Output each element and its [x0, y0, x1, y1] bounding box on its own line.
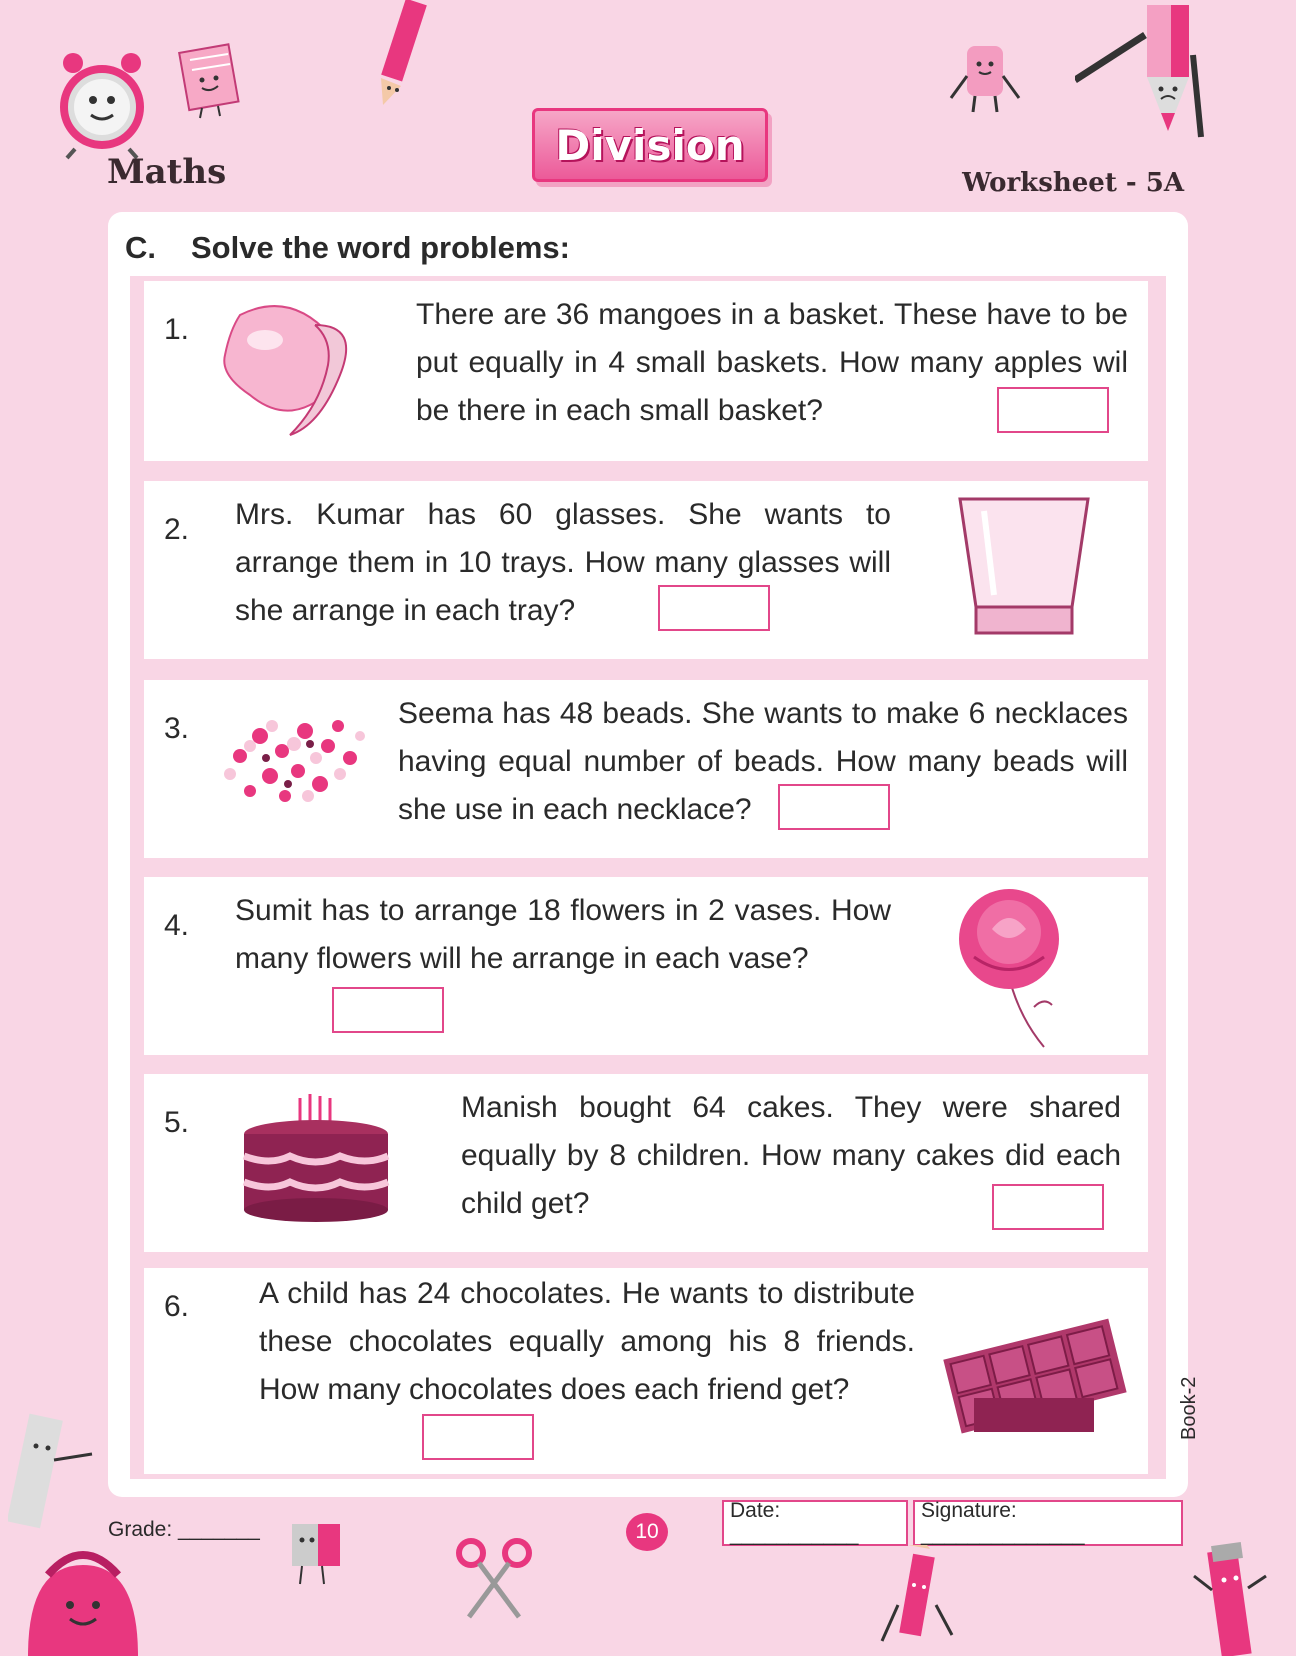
problem-card-4: [144, 877, 1148, 1055]
glass-icon: [954, 491, 1094, 641]
answer-box[interactable]: [997, 387, 1109, 433]
chocolate-icon: [934, 1298, 1134, 1438]
problem-card-3: [144, 680, 1148, 858]
worksheet-title: Division: [555, 120, 745, 170]
mango-icon: [210, 295, 360, 447]
pencil-character-icon: [375, 0, 435, 110]
answer-box[interactable]: [658, 585, 770, 631]
subject-label: Maths: [107, 152, 227, 192]
eraser-character-icon: [945, 40, 1025, 120]
problem-text: Sumit has to arrange 18 flowers in 2 vases. How many flowers will he arrange in each vase?: [235, 894, 891, 975]
pencil-stand-character-icon: [1075, 5, 1215, 140]
book-label: Book-2: [1178, 1376, 1200, 1440]
problem-text: Mrs. Kumar has 60 glasses. She wants to arrange them in 10 trays. How many glasses will she arrange in each tray?: [235, 498, 891, 627]
problem-text: There are 36 mangoes in a basket. These have to be put equally in 4 small baskets. How many apples wil be there in each small basket?: [416, 298, 1128, 427]
worksheet-title-badge: [532, 108, 768, 182]
problem-card-2: [144, 481, 1148, 659]
problem-text: A child has 24 chocolates. He wants to distribute these chocolates equally among his 8 friends. How many chocolates does each friend get?: [259, 1277, 915, 1406]
rose-icon: [944, 887, 1074, 1052]
problem-number: 5.: [164, 1106, 190, 1139]
grade-field[interactable]: Grade: _______: [108, 1518, 260, 1541]
problem-number: 1.: [164, 313, 190, 346]
pencil-character-icon: [880, 1545, 960, 1656]
glue-stick-character-icon: [1190, 1540, 1270, 1656]
sharpener-character-icon: [282, 1520, 352, 1588]
cake-icon: [240, 1094, 392, 1224]
ruler-character-icon: [8, 1410, 98, 1530]
page-number: 10: [626, 1513, 668, 1551]
problem-number: 4.: [164, 909, 190, 942]
section-letter: C.: [125, 230, 156, 265]
section-title: Solve the word problems:: [191, 230, 570, 265]
problem-text: Manish bought 64 cakes. They were shared equally by 8 children. How many cakes did each child get?: [461, 1091, 1121, 1220]
problem-card-1: [144, 281, 1148, 461]
notepad-character-icon: [170, 40, 250, 120]
date-field[interactable]: Date: ___________: [722, 1500, 908, 1546]
problem-number: 6.: [164, 1290, 190, 1323]
alarm-clock-icon: [55, 45, 150, 160]
answer-box[interactable]: [332, 987, 444, 1033]
problem-text: Seema has 48 beads. She wants to make 6 necklaces having equal number of beads. How many beads will she use in each necklace?: [398, 697, 1128, 826]
schoolbag-icon: [18, 1525, 148, 1656]
answer-box[interactable]: [992, 1184, 1104, 1230]
problem-number: 2.: [164, 513, 190, 546]
problem-card-6: [144, 1268, 1148, 1474]
signature-field[interactable]: Signature: ______________: [913, 1500, 1183, 1546]
answer-box[interactable]: [778, 784, 890, 830]
worksheet-number: Worksheet - 5A: [962, 168, 1184, 198]
problem-number: 3.: [164, 712, 190, 745]
beads-icon: [210, 696, 380, 816]
section-heading: [125, 230, 570, 266]
scissors-icon: [455, 1535, 535, 1620]
answer-box[interactable]: [422, 1414, 534, 1460]
problem-card-5: [144, 1074, 1148, 1252]
